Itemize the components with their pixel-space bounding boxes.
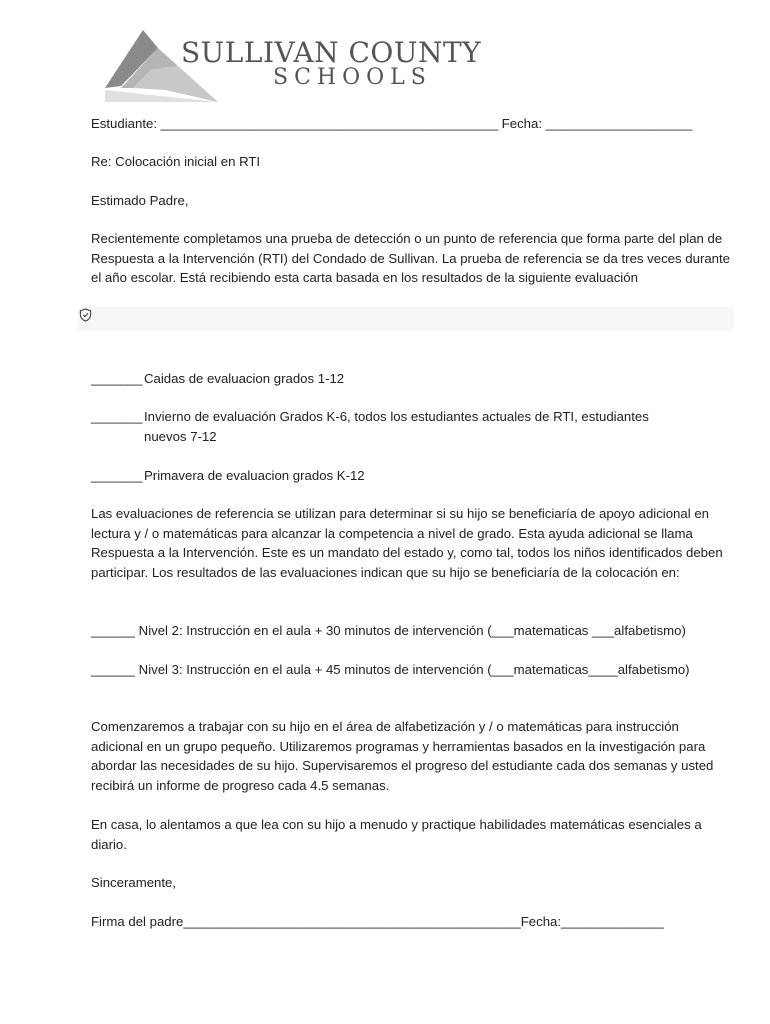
school-logo (103, 26, 482, 106)
assessment-label-winter-cont: nuevos 7-12 (144, 429, 217, 444)
logo-subtitle: SCHOOLS (273, 65, 432, 90)
form-field-band[interactable] (78, 307, 734, 331)
work-paragraph: Comenzaremos a trabajar con su hijo en el área de alfabetización y / o matemáticas para instrucción adicional en un grupo pequeño. Utilizaremos programas y herramientas basados en la investigación para abordar las necesidades de su hijo. Supervisaremos el progreso del estudiante cada dos semanas y usted recibirá un informe de progreso cada 4.5 semanas. (91, 719, 714, 793)
student-date-line[interactable]: Estudiante: ______________________________________________ Fecha: ____________________ (91, 116, 693, 131)
shield-check-icon (79, 308, 92, 322)
benchmark-paragraph: Las evaluaciones de referencia se utilizan para determinar si su hijo se beneficiaría de apoyo adicional en lectura y / o matemáticas para alcanzar la competencia a nivel de grado. Esta ayuda adicional se llama Respuesta a la Intervención. Este es un mandato del estado y, como tal, todos los niños identificados deben participar. Los resultados de las evaluaciones indican que su hijo se beneficiaría de la colocación en: (91, 506, 723, 580)
assessment-label-fall: Caidas de evaluacion grados 1-12 (144, 371, 345, 386)
tier3-line[interactable]: ______ Nivel 3: Instrucción en el aula + 45 minutos de intervención (___matematicas____alfabetismo) (91, 662, 690, 677)
assessment-blank-fall[interactable]: _______ (91, 371, 143, 386)
tier2-line[interactable]: ______ Nivel 2: Instrucción en el aula + 30 minutos de intervención (___matematicas ___alfabetismo) (91, 623, 686, 638)
closing: Sinceramente, (91, 875, 177, 890)
salutation: Estimado Padre, (91, 193, 189, 208)
assessment-blank-winter[interactable]: _______ (91, 409, 143, 424)
signature-date-line[interactable]: Firma del padre______________________________________________Fecha:______________ (91, 914, 664, 929)
assessment-label-winter: Invierno de evaluación Grados K-6, todos los estudiantes actuales de RTI, estudiantes (144, 409, 649, 424)
assessment-label-spring: Primavera de evaluacion grados K-12 (144, 468, 365, 483)
logo-title: SULLIVAN COUNTY (181, 36, 482, 69)
subject-line: Re: Colocación inicial en RTI (91, 154, 261, 169)
assessment-blank-spring[interactable]: _______ (91, 468, 143, 483)
intro-paragraph: Recientemente completamos una prueba de detección o un punto de referencia que forma parte del plan de Respuesta a la Intervención (RTI) del Condado de Sullivan. La prueba de referencia se da tres veces durante el año escolar. Está recibiendo esta carta basada en los resultados de la siguiente evaluación (91, 231, 731, 285)
home-paragraph: En casa, lo alentamos a que lea con su hijo a menudo y practique habilidades matemáticas esenciales a diario. (91, 817, 702, 852)
